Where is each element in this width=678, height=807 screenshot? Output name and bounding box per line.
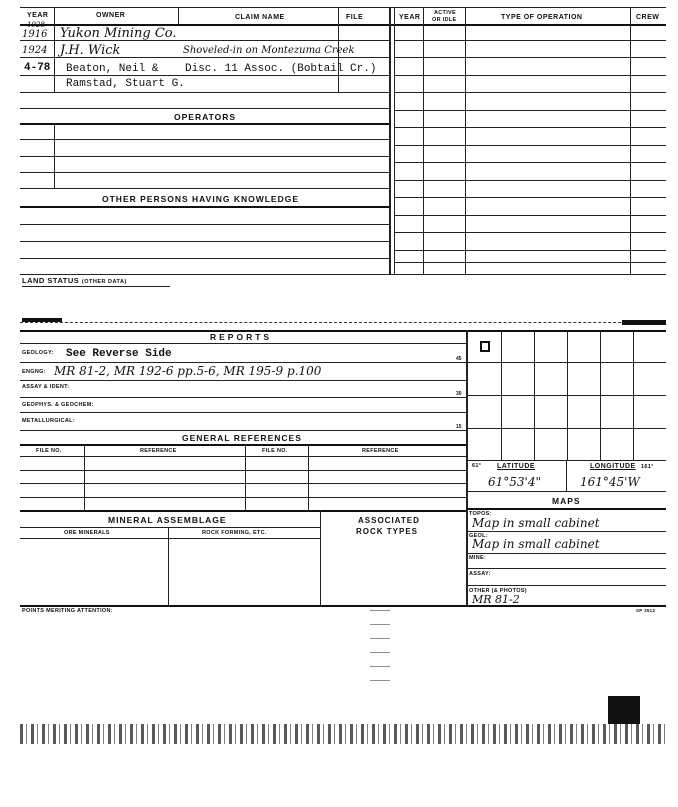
rule [20, 397, 466, 398]
longitude-label: LONGITUDE [590, 463, 636, 470]
scan-noise [608, 696, 640, 724]
rule [566, 460, 567, 491]
rule [20, 7, 666, 8]
header-year-2: YEAR [399, 14, 421, 21]
scan-noise-band [20, 724, 666, 744]
other-photos-value: MR 81-2 [472, 593, 520, 606]
geophys-label: GEOPHYS. & GEOCHEM: [22, 402, 94, 408]
year-note: 1928 [27, 21, 45, 29]
owner-row-owner: Ramstad, Stuart G. [66, 78, 185, 90]
rock-types-header: ROCK TYPES [356, 527, 419, 536]
rule [20, 224, 389, 225]
rule [20, 322, 666, 323]
rule [394, 75, 666, 76]
engng-label: ENGNG: [22, 369, 46, 375]
land-status-label: LAND STATUS [22, 276, 80, 285]
topos-value: Map in small cabinet [472, 516, 600, 530]
rule [394, 262, 666, 263]
rule [394, 110, 666, 111]
geology-value: See Reverse Side [66, 348, 172, 360]
mineral-assemblage-title: MINERAL ASSEMBLAGE [108, 515, 227, 525]
owner-row-year: 1924 [22, 45, 48, 56]
ref-reference-header-2: REFERENCE [362, 448, 399, 454]
rule [20, 362, 466, 363]
assay-map-label: ASSAY: [469, 571, 491, 577]
rule [394, 40, 666, 41]
rule [168, 527, 169, 605]
form-number: SP 3512 [636, 608, 656, 613]
section-marker-icon [480, 341, 490, 352]
rule [466, 428, 666, 429]
owner-row-claim: Shoveled-in on Montezuma Creek [183, 45, 355, 56]
geol-value: Map in small cabinet [472, 537, 600, 551]
mine-label: MINE: [469, 555, 487, 561]
rule [20, 274, 666, 275]
operators-title: OPERATORS [174, 112, 237, 122]
rule [20, 330, 666, 332]
lat-prefix: 61° [472, 463, 482, 469]
rule [20, 412, 466, 413]
rule [394, 127, 666, 128]
rule [394, 7, 395, 274]
header-crew: CREW [636, 14, 660, 21]
points-meriting-attention: POINTS MERITING ATTENTION: [22, 608, 113, 614]
owner-row-year: 4-78 [24, 62, 51, 74]
ref-file-no-header-2: FILE NO. [262, 448, 288, 454]
rule [20, 343, 466, 344]
rule [20, 75, 389, 76]
owner-row-year: 1916 [22, 29, 48, 40]
associated-header: ASSOCIATED [358, 516, 420, 525]
rule [466, 491, 666, 492]
rule [20, 430, 466, 431]
owner-row-owner: J.H. Wick [60, 43, 121, 58]
owner-row-claim: Disc. 11 Assoc. (Bobtail Cr.) [185, 63, 377, 75]
topos-label: TOPOS: [469, 511, 492, 517]
margin-number: 45 [456, 356, 462, 362]
rule [20, 206, 389, 208]
rule [394, 162, 666, 163]
header-year: YEAR [27, 12, 49, 19]
rule [20, 380, 466, 381]
rule [20, 123, 389, 125]
rule [466, 508, 666, 510]
rule [20, 241, 389, 242]
latitude-value: 61°53'4" [488, 475, 541, 489]
latitude-label: LATITUDE [497, 463, 536, 470]
header-type-of-operation: TYPE OF OPERATION [501, 14, 583, 21]
rule [20, 172, 389, 173]
rule [20, 538, 320, 539]
rule [20, 156, 389, 157]
ref-reference-header: REFERENCE [140, 448, 177, 454]
rule [394, 145, 666, 146]
rule [466, 585, 666, 586]
rule [394, 215, 666, 216]
rule [20, 188, 389, 189]
rule [394, 180, 666, 181]
rule [465, 7, 466, 274]
margin-number: 30 [456, 391, 462, 397]
rule [466, 531, 666, 532]
header-claim-name: CLAIM NAME [235, 14, 285, 21]
reports-title: REPORTS [210, 332, 273, 342]
rule [466, 330, 468, 605]
header-or-idle: OR IDLE [432, 17, 457, 23]
rule [394, 197, 666, 198]
rule [20, 108, 389, 109]
owner-row-owner: Beaton, Neil & [66, 63, 159, 75]
rule [466, 553, 666, 554]
other-photos-label: OTHER (& PHOTOS) [469, 588, 527, 594]
land-status-sub: (OTHER DATA) [81, 279, 127, 285]
rule [20, 483, 466, 484]
rule [320, 510, 321, 605]
rule [466, 568, 666, 569]
rule [20, 92, 389, 93]
geology-label: GEOLOGY: [22, 350, 54, 356]
ore-minerals-header: ORE MINERALS [64, 530, 110, 536]
rule [20, 510, 466, 512]
rule [245, 444, 246, 510]
rule [20, 527, 320, 528]
maps-title: MAPS [552, 496, 581, 506]
longitude-value: 161°45'W [580, 475, 640, 489]
rule [22, 286, 170, 287]
rule [84, 444, 85, 510]
scan-noise [622, 320, 666, 325]
rule [20, 258, 389, 259]
assay-ident-label: ASSAY & IDENT: [22, 384, 70, 390]
rule [466, 362, 666, 363]
rule [20, 605, 666, 607]
rule [423, 7, 424, 274]
header-owner: OWNER [96, 12, 126, 19]
ref-file-no-header: FILE NO. [36, 448, 62, 454]
land-status-title [22, 276, 127, 285]
rule [20, 456, 466, 457]
rule [466, 395, 666, 396]
rule [178, 7, 179, 25]
rule [54, 7, 55, 92]
geol-label: GEOL: [469, 533, 488, 539]
metallurgical-label: METALLURGICAL: [22, 418, 75, 424]
rule [20, 470, 466, 471]
rule [20, 444, 466, 446]
scan-noise [370, 610, 390, 690]
rule [630, 7, 631, 274]
rule [394, 92, 666, 93]
rule [308, 444, 309, 510]
engng-value: MR 81-2, MR 192-6 pp.5-6, MR 195-9 p.100 [54, 364, 322, 378]
rule [394, 232, 666, 233]
rule [394, 57, 666, 58]
lon-suffix: 161° [641, 464, 654, 470]
rule [20, 139, 389, 140]
owner-row-owner: Yukon Mining Co. [60, 26, 177, 41]
general-references-title: GENERAL REFERENCES [182, 433, 302, 443]
header-file: FILE [346, 14, 364, 21]
other-persons-title: OTHER PERSONS HAVING KNOWLEDGE [102, 194, 300, 204]
rule [20, 497, 466, 498]
rule [389, 7, 391, 274]
rule [394, 250, 666, 251]
header-active: ACTIVE [434, 10, 456, 16]
margin-number: 15 [456, 424, 462, 430]
rock-forming-header: ROCK FORMING, ETC. [202, 530, 267, 536]
